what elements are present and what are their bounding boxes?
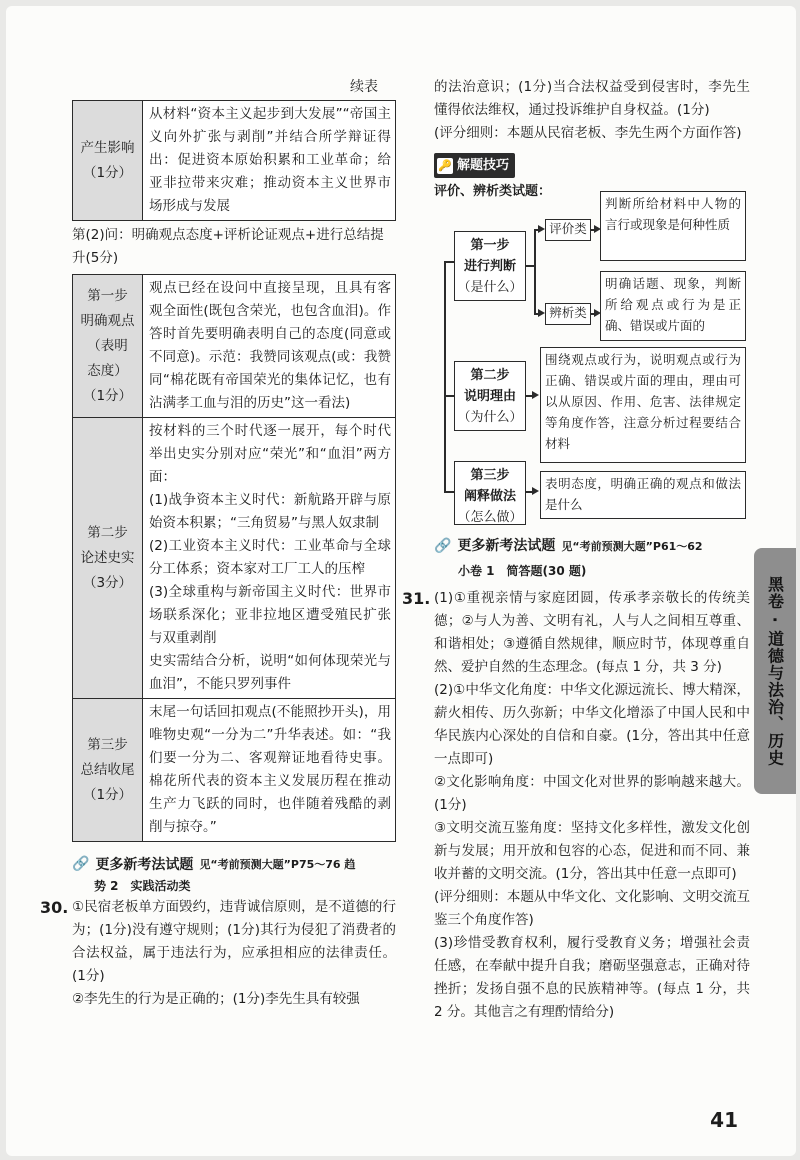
question-31-text: (1)①重视亲情与家庭团圆，传承孝亲敬长的传统美德；②与人为善、文明有礼，人与人之间相互尊重、和谐相处；③遵循自然规律，顺应时节，体现尊重自然、爱护自然的生态理念。(每点 1 分，共 3 分) (2)①中华文化角度：中华文化源远流长、博大精深，薪火相传、历久弥新；中华文化增添了中国人民和中华民族内心深处的自信和自豪。(1分，答出其中任意一点即可) ②文化影响角度：中国文化对世界的影响越来越大。(1分) ③文明交流互鉴角度：坚持文化多样性，激发文化创新与发展；用开放和包容的心态，促进和而不同、兼收并蓄的文明交流。(1分，答出其中任意一点即可) (评分细则：本题从中华文化、文化影响、文明交流互鉴三个角度作答) (3)珍惜受教育权利，履行受教育义务；增强社会责任感，在奉献中提升自我；磨砺坚强意志，正确对待挫折；发扬自强不息的民族精神等。(每点 1 分，共 2 分。其他言之有理酌情给分) bbox=[434, 590, 750, 1020]
question-30-continued: 的法治意识；(1分)当合法权益受到侵害时，李先生懂得依法维权，通过投诉维护自身权益。(1分) (评分细则：本题从民宿老板、李先生两个方面作答) bbox=[434, 79, 750, 141]
row-head-text: 第二步 论述史实 （3分） bbox=[80, 524, 135, 591]
answer-table-part1 bbox=[72, 100, 396, 221]
connector bbox=[444, 491, 454, 493]
row-head-impact bbox=[73, 101, 143, 221]
step3-line2: 阐释做法 bbox=[463, 489, 516, 504]
row-head-text: 产生影响 （1分） bbox=[80, 139, 135, 181]
more-questions-link-left[interactable] bbox=[72, 854, 396, 874]
tag-analysis: 辨析类 bbox=[545, 303, 591, 325]
tips-tag bbox=[434, 153, 515, 178]
link-icon: 🔗 bbox=[72, 856, 90, 872]
side-tab: 黑卷 · 道德与法治、历史 bbox=[754, 548, 796, 794]
box-reason: 围绕观点或行为，说明观点或行为正确、错误或片面的理由，理由可以从原因、作用、危害、法律规定等角度作答，注意分析过程要结合材料 bbox=[540, 347, 746, 463]
row-body-step2: 按材料的三个时代逐一展开，每个时代举出史实分别对应“荣光”和“血泪”两方面： (1)战争资本主义时代：新航路开辟与原始资本积累；“三角贸易”与黑人奴隶制 (2)工业资本主义时代：工业革命与全球分工体系；资本家对工厂工人的压榨 (3)全球重构与新帝国主义时代：世界市场联系深化；亚非拉地区遭受殖民扩张与双重剥削 史实需结合分析，说明“如何体现荣光与血泪”，不能只罗列事件 bbox=[143, 418, 396, 699]
more-sub: 见“考前预测大题”P61～62 bbox=[561, 540, 703, 553]
arrow bbox=[538, 309, 545, 317]
row-body-step3: 末尾一句话回扣观点(不能照抄开头)，用唯物史观“一分为二”升华表述。如：“我们要一分为二、客观辩证地看待史事。棉花所代表的资本主义发展历程在推动生产力飞跃的同时，也伴随着残酷的剥削与掠夺。” bbox=[143, 699, 396, 842]
box-analysis: 明确话题、现象，判断所给观点或行为是正确、错误或片面的 bbox=[600, 271, 746, 341]
left-column bbox=[40, 76, 396, 1011]
method-diagram bbox=[434, 196, 750, 525]
table-row bbox=[73, 101, 396, 221]
arrow bbox=[532, 487, 539, 495]
row-body-step1: 观点已经在设问中直接呈现，且具有客观全面性(既包含荣光，也包含血泪)。作答时首先要明确表明自己的态度(同意或不同意)。示范：我赞同该观点(或：我赞同“棉花既有帝国荣光的集体记忆，也有沾满孝工血与泪的历史”这一看法) bbox=[143, 275, 396, 418]
answer-table-part2 bbox=[72, 274, 396, 842]
step1-line3: （是什么） bbox=[457, 280, 523, 295]
spine-line bbox=[444, 261, 446, 491]
more-title: 更多新考法试题 bbox=[457, 538, 556, 554]
continued-label: 续表 bbox=[350, 79, 378, 95]
step2-line2: 说明理由 bbox=[463, 389, 516, 404]
step1-box bbox=[454, 231, 526, 301]
row-body-impact: 从材料“资本主义起步到大发展”“帝国主义向外扩张与剥削”并结合所学辩证得出：促进资本原始积累和工业革命；给亚非拉带来灾难；推动资本主义世界市场形成与发展 bbox=[143, 101, 396, 221]
box-evaluation: 判断所给材料中人物的言行或现象是何种性质 bbox=[600, 191, 746, 261]
row-head-step1 bbox=[73, 275, 143, 418]
table-row bbox=[73, 418, 396, 699]
step3-line3: （怎么做） bbox=[457, 510, 523, 525]
row-head-step3 bbox=[73, 699, 143, 842]
box-method: 表明态度，明确正确的观点和做法是什么 bbox=[540, 471, 746, 519]
more-questions-link-right[interactable] bbox=[434, 535, 750, 558]
connector bbox=[534, 229, 536, 313]
answer-page bbox=[6, 6, 796, 1156]
paper-label: 小卷 1 简答题(30 题) bbox=[458, 564, 587, 578]
more-title: 更多新考法试题 bbox=[95, 857, 194, 873]
diagram-title: 评价、辨析类试题： bbox=[434, 184, 552, 199]
step3-title: 第三步 bbox=[470, 468, 510, 483]
step3-box bbox=[454, 461, 526, 525]
question-number: 31. bbox=[402, 589, 431, 608]
step2-title: 第二步 bbox=[470, 368, 510, 383]
question-number: 30. bbox=[40, 898, 69, 917]
connector bbox=[526, 265, 534, 267]
right-column bbox=[402, 76, 750, 1024]
arrow bbox=[538, 225, 545, 233]
link-icon: 🔗 bbox=[434, 538, 452, 554]
tips-label: 解题技巧 bbox=[457, 158, 510, 173]
question-2-intro: 第(2)问：明确观点态度+评析论证观点+进行总结提升(5分) bbox=[72, 227, 384, 266]
row-head-text: 第一步 明确观点 （表明 态度） （1分） bbox=[80, 287, 135, 404]
section-label: 势 2 实践活动类 bbox=[94, 879, 191, 893]
connector bbox=[444, 261, 454, 263]
more-sub: 见“考前预测大题”P75～76 趋 bbox=[199, 858, 356, 871]
question-30-text: ①民宿老板单方面毁约，违背诚信原则，是不道德的行为；(1分)没有遵守规则；(1分)其行为侵犯了消费者的合法权益，属于违法行为，应承担相应的法律责任。(1分) ②李先生的行为是正确的；(1分)李先生具有较强 bbox=[72, 899, 396, 1007]
table-row bbox=[73, 275, 396, 418]
step2-box bbox=[454, 361, 526, 431]
page-number: 41 bbox=[710, 1108, 738, 1132]
question-30 bbox=[40, 896, 396, 1011]
key-icon: 🔑 bbox=[438, 158, 452, 172]
step1-title: 第一步 bbox=[470, 238, 510, 253]
question-31 bbox=[402, 587, 750, 1024]
tag-evaluation: 评价类 bbox=[545, 219, 591, 241]
table-row bbox=[73, 699, 396, 842]
row-head-text: 第三步 总结收尾 （1分） bbox=[80, 736, 135, 803]
arrow bbox=[532, 391, 539, 399]
row-head-step2 bbox=[73, 418, 143, 699]
step1-line2: 进行判断 bbox=[463, 259, 516, 274]
step2-line3: （为什么） bbox=[457, 410, 523, 425]
connector bbox=[444, 395, 454, 397]
